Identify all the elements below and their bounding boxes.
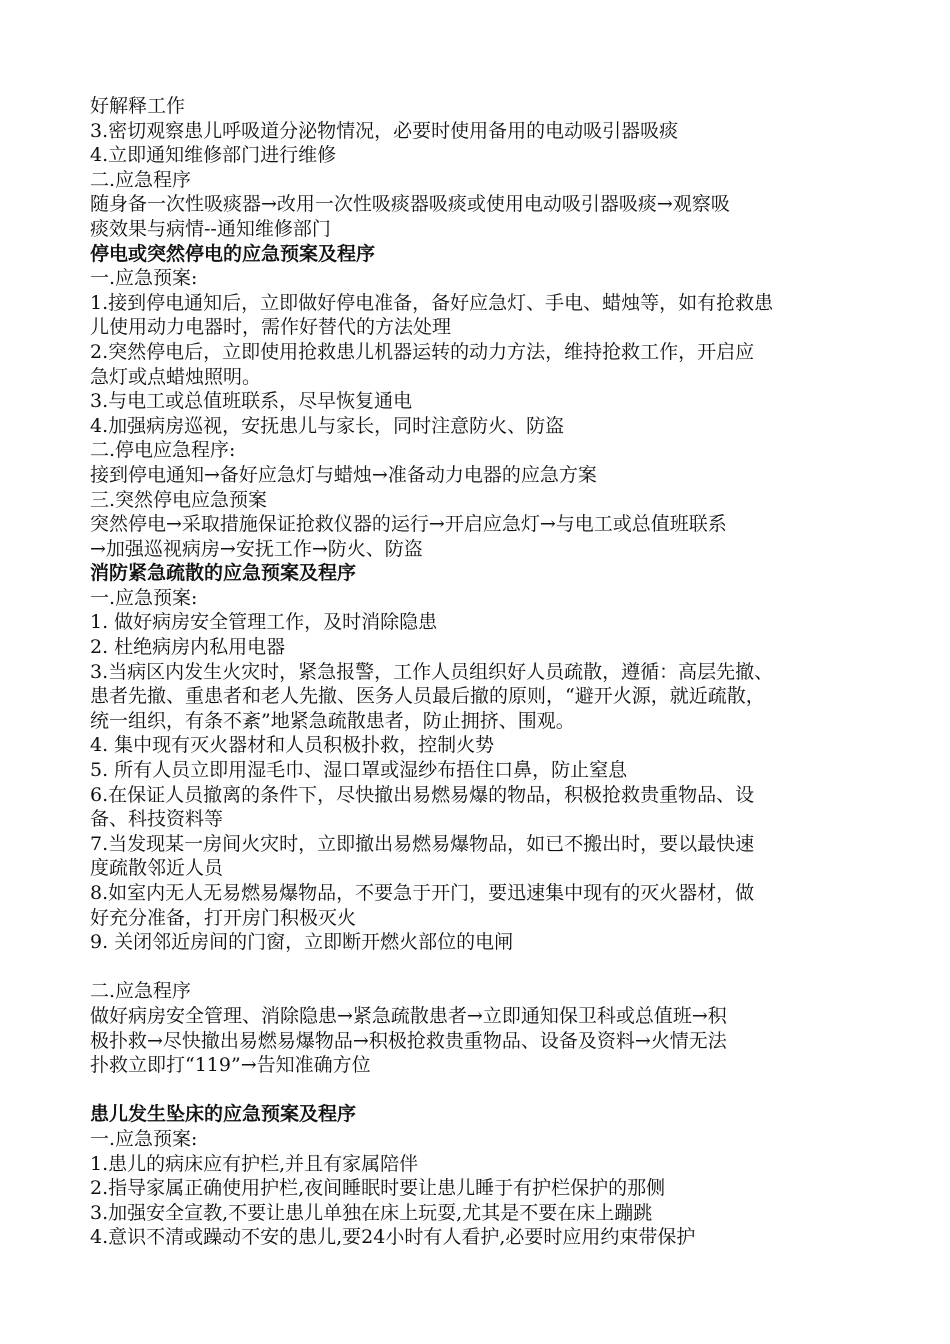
text-line: 3.当病区内发生火灾时，紧急报警，工作人员组织好人员疏散，遵循：高层先撤、: [90, 660, 774, 683]
text-line: 好解释工作: [90, 95, 186, 117]
document-page: [90, 94, 870, 1250]
text-line: 9. 关闭邻近房间的门窗，立即断开燃火部位的电闸: [90, 931, 514, 954]
text-line: 3.密切观察患儿呼吸道分泌物情况，必要时使用备用的电动吸引器吸痰: [90, 119, 679, 142]
text-line: 一.应急预案:: [90, 1127, 198, 1150]
section-heading: 停电或突然停电的应急预案及程序: [90, 242, 376, 265]
text-line: 2.指导家属正确使用护栏,夜间睡眠时要让患儿睡于有护栏保护的那侧: [90, 1177, 666, 1200]
text-line: 5. 所有人员立即用湿毛巾、湿口罩或湿纱布捂住口鼻，防止窒息: [90, 759, 628, 782]
text-line: 统一组织，有条不紊”地紧急疏散患者，防止拥挤、围观。: [90, 709, 575, 732]
text-line: 患者先撤、重患者和老人先撤、医务人员最后撤的原则，“避开火源，就近疏散，: [90, 685, 765, 708]
text-line: 一.应急预案:: [90, 586, 198, 609]
text-line: 接到停电通知→备好应急灯与蜡烛→准备动力电器的应急方案: [90, 463, 597, 486]
text-line: 随身备一次性吸痰器→改用一次性吸痰器吸痰或使用电动吸引器吸痰→观察吸: [90, 193, 730, 216]
text-line: 3.与电工或总值班联系，尽早恢复通电: [90, 390, 413, 413]
text-line: 2. 杜绝病房内私用电器: [90, 636, 286, 659]
section-heading: 消防紧急疏散的应急预案及程序: [90, 562, 357, 585]
text-line: 6.在保证人员撤离的条件下，尽快撤出易燃易爆的物品，积极抢救贵重物品、设: [90, 783, 755, 806]
text-line: 3.加强安全宣教,不要让患儿单独在床上玩耍,尤其是不要在床上蹦跳: [90, 1201, 653, 1224]
text-line: 4.意识不清或躁动不安的患儿,要24小时有人看护,必要时应用约束带保护: [90, 1226, 696, 1249]
text-line: 突然停电→采取措施保证抢救仪器的运行→开启应急灯→与电工或总值班联系: [90, 513, 727, 536]
text-line: 2.突然停电后，立即使用抢救患儿机器运转的动力方法，维持抢救工作，开启应: [90, 340, 755, 363]
text-line: 4. 集中现有灭火器材和人员积极扑救，控制火势: [90, 734, 495, 757]
text-line: 二.停电应急程序:: [90, 439, 236, 462]
text-line: 儿使用动力电器时，需作好替代的方法处理: [90, 316, 452, 339]
text-line: 8.如室内无人无易燃易爆物品，不要急于开门，要迅速集中现有的灭火器材，做: [90, 882, 755, 904]
text-line: 4.加强病房巡视，安抚患儿与家长，同时注意防火、防盗: [90, 414, 565, 437]
text-line: 二.应急程序: [90, 168, 192, 191]
text-line: 7.当发现某一房间火灾时，立即撤出易燃易爆物品，如已不搬出时，要以最快速: [90, 832, 755, 855]
text-line: 做好病房安全管理、消除隐患→紧急疏散患者→立即通知保卫科或总值班→积: [90, 1004, 727, 1027]
text-line: 度疏散邻近人员: [90, 857, 224, 880]
text-line: 1.接到停电通知后，立即做好停电准备，备好应急灯、手电、蜡烛等，如有抢救患: [90, 291, 774, 314]
text-line: →加强巡视病房→安抚工作→防火、防盗: [90, 537, 423, 560]
blank-line: [90, 1078, 870, 1103]
section-heading: 患儿发生坠床的应急预案及程序: [90, 1103, 357, 1126]
text-line: 扑救立即打“119”→告知准确方位: [90, 1054, 371, 1077]
text-line: 好充分准备，打开房门积极灭火: [90, 906, 357, 929]
text-line: 4.立即通知维修部门进行维修: [90, 144, 337, 167]
text-line: 备、科技资料等: [90, 808, 224, 831]
text-line: 极扑救→尽快撤出易燃易爆物品→积极抢救贵重物品、设备及资料→火情无法: [90, 1029, 727, 1052]
text-line: 痰效果与病情--通知维修部门: [90, 217, 331, 240]
text-line: 急灯或点蜡烛照明。: [90, 365, 262, 388]
text-line: 1. 做好病房安全管理工作，及时消除隐患: [90, 611, 438, 634]
text-line: 一.应急预案:: [90, 267, 198, 290]
blank-line: [90, 955, 870, 980]
text-line: 1.患儿的病床应有护栏,并且有家属陪伴: [90, 1152, 419, 1175]
text-line: 三.突然停电应急预案: [90, 488, 268, 511]
text-line: 二.应急程序: [90, 980, 192, 1003]
